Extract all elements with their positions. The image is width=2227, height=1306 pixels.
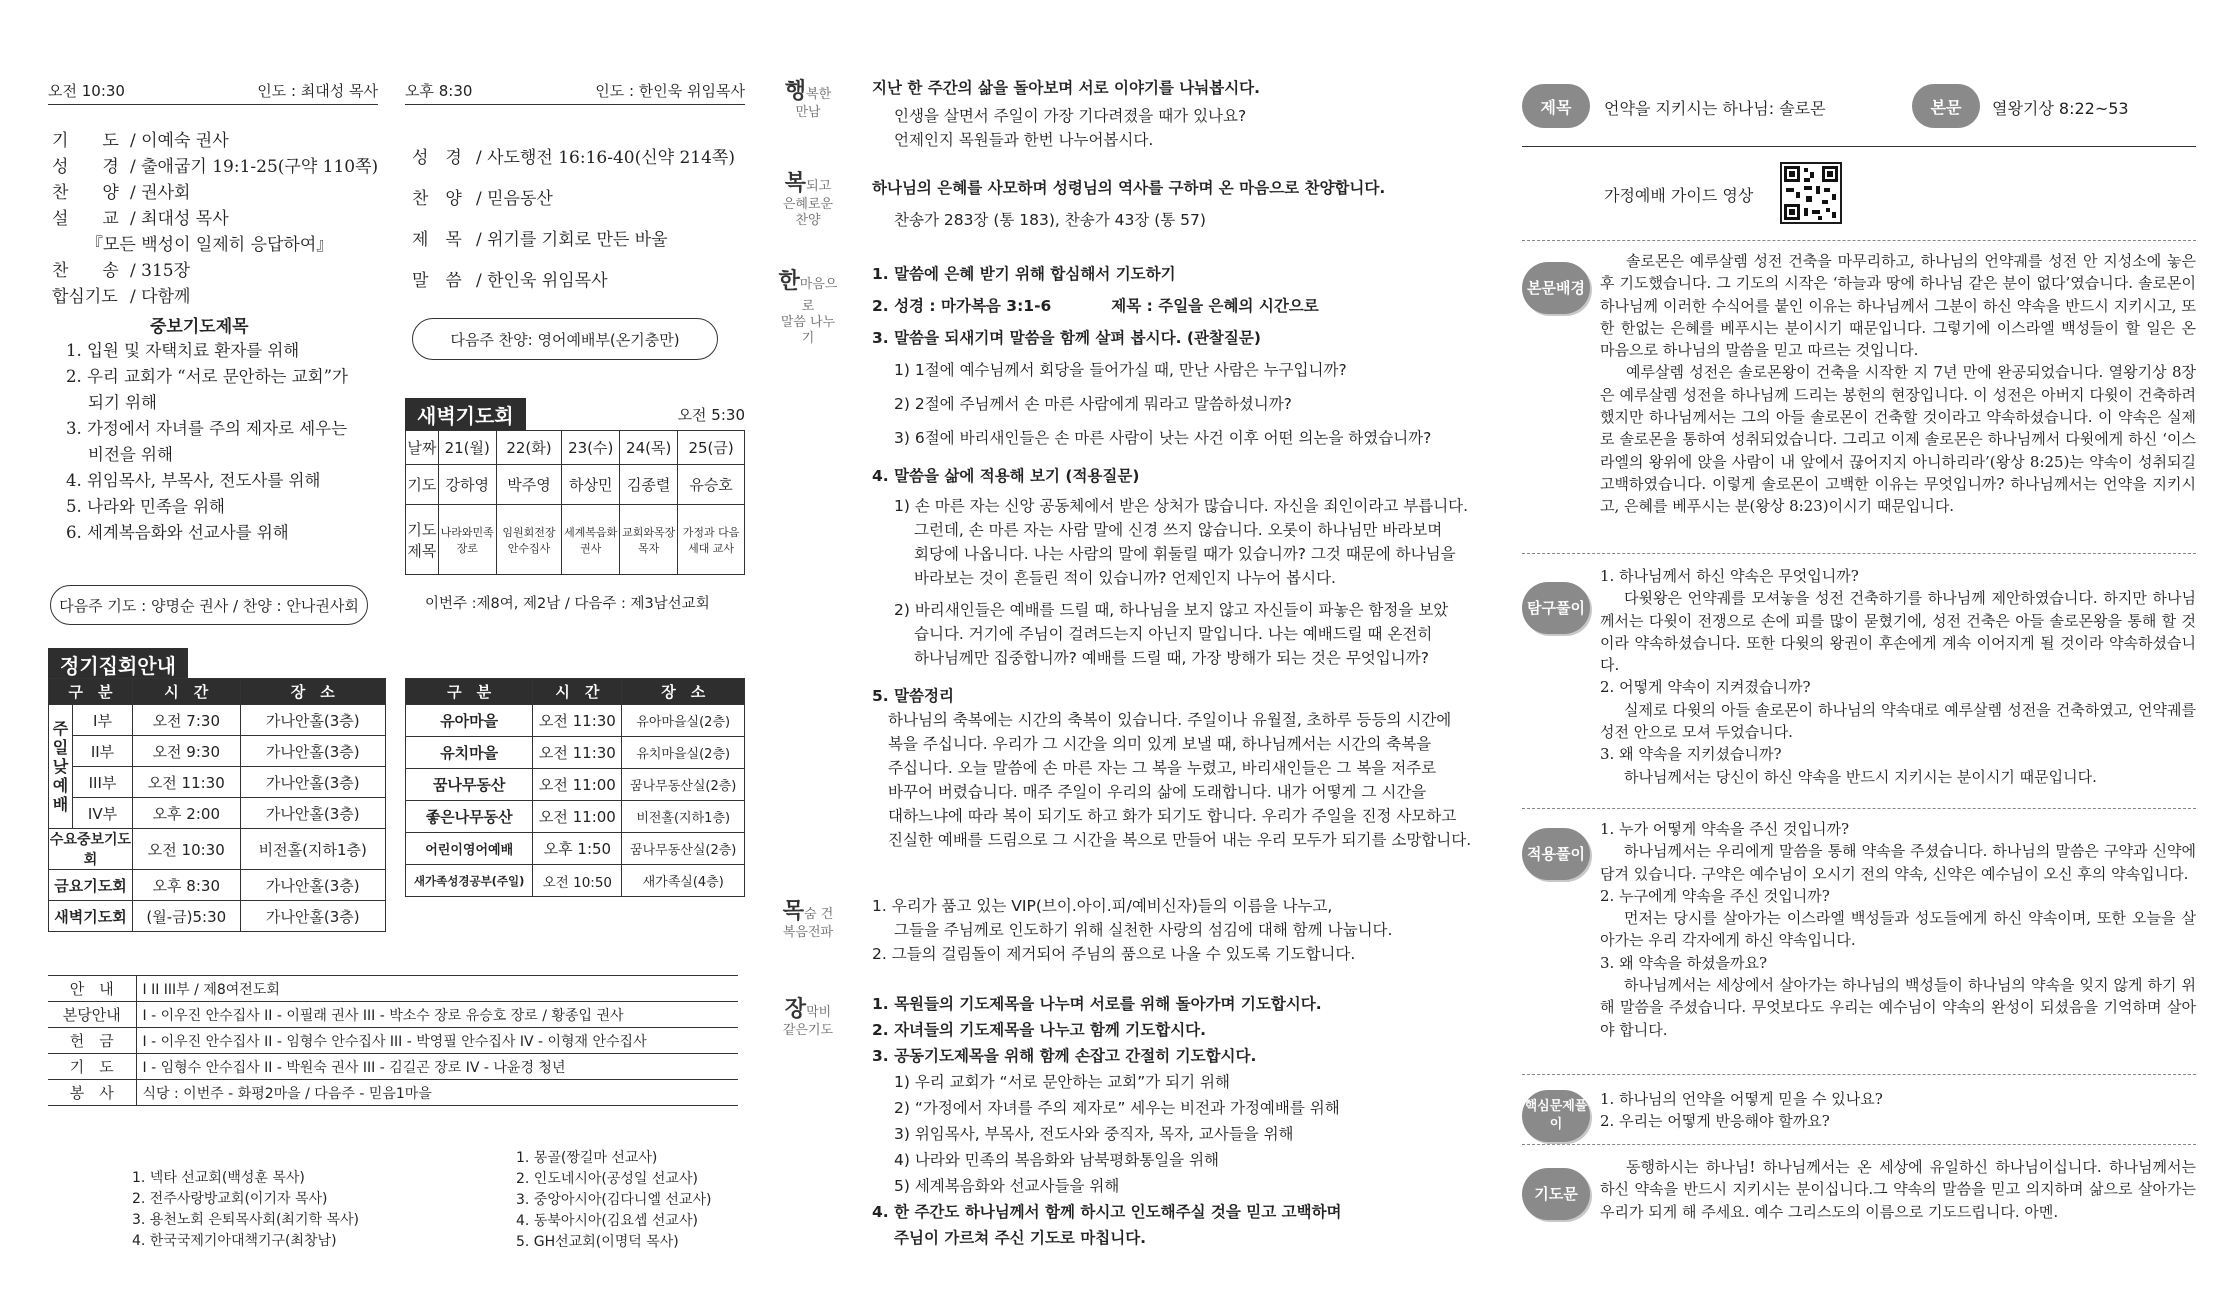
section-3: 1. 말씀에 은혜 받기 위해 합심해서 기도하기 2. 성경 : 마가복음 3:1-6 제목 : 주일을 은혜의 시간으로 3. 말씀을 되새기며 말씀을 함께 살펴 봅시다. (관찰질문) 1) 1절에 예수님께서 회당을 들어가실 때, 만난 사람은 누구입니까? 2) 2절에 주님께서 손 마른 사람에게 뭐라고 말씀하셨니까? 3) 6절에 바리새인들은 손 마른 사람이 낫는 사건 이후 어떤 의논을 하였습니까? 4. 말씀을 삶에 적용해 보기 (적용질문) 1) 손 마른 자는 신앙 공동체에서 받은 상처가 많습니다. 자신을 죄인이라고 부릅니다. 그런데, 손 마른 자는 사람 말에 신경 쓰지 않습니다. 오롯이 하나님만 바라보며 회당에 나옵니다. 나는 사람의 말에 휘둘릴 때가 있습니까? 그것 때문에 하나님을 바라보는 것이 흔들린 적이 있습니까? 언제인지 나누어 봅시다. 2) 바리새인들은 예배를 드릴 때, 하나님을 보지 않고 자신들이 파놓은 함정을 보았 습니다. 거기에 주님이 걸려드는지 아닌지 말입니다. 나는 예배드릴 때 온전히 하나님께만 집중합니까? 예배를 드릴 때, 가장 방해가 되는 것은 무엇입니까? 5. 말씀정리 하나님의 축복에는 시간의 축복이 있습니다. 주일이나 유월절, 초하루 등등의 시간에 복을 주십니다. 우리가 그 시간을 의미 있게 보낼 때, 하나님께서는 시간의 축복을 주십니다. 오늘 말씀에 손 마른 자는 그 복을 누렸고, 바리새인들은 그 복을 저주로 바꾸어 버렸습니다. 매주 주일이 우리의 삶에 도래합니다. 내가 어떻게 그 시간을 대하느냐에 따라 복이 되기도 하고 화가 되기도 합니다. 우리가 주일을 진정 사모하고 진실한 예배를 드림으로 그 시간을 복으로 만들어 내는 우리 모두가 되기를 소망합니다. — [872, 265, 1472, 849]
service-leader: 인도 : 최대성 목사 — [257, 82, 378, 100]
badge-prayer: 장막비 같은기도 — [782, 997, 834, 1038]
prayer-title: 중보기도제목 — [150, 317, 249, 337]
sermon-title: 언약을 지키시는 하나님: 솔로몬 — [1604, 99, 1826, 118]
dawn-table: 날짜 21(월) 22(화) 23(수) 24(목) 25(금) 기도 강하영 박주영 하상민 김종렬 유승호 기도 제목 나라와민족 장로 임원회전장 안수집사 세계복음화 권사 교회와목장 목자 가정과 다음세대 교사 — [405, 430, 745, 575]
morning-order: 기 도 / 이예숙 권사 성 경 / 출애굽기 19:1-25(구약 110쪽) 찬 양 / 권사회 설 교 / 최대성 목사 『모든 백성이 일제히 응답하여』 찬 송 / 315장 합심기도 / 다함께 — [52, 131, 379, 307]
section-2: 하나님의 은혜를 사모하며 성령님의 역사를 구하며 온 마음으로 찬양합니다. 찬송가 283장 (통 183), 찬송가 43장 (통 57) — [872, 179, 1386, 229]
dawn-title: 새벽기도회 — [405, 398, 526, 431]
dawn-header: 새벽기도회 오전 5:30 — [405, 398, 745, 426]
apply-text: 1. 누가 어떻게 약속을 주신 것입니까? 하나님께서는 우리에게 말씀을 통해 약속을 주셨습니다. 하나님의 말씀은 구약과 신약에 담겨 있습니다. 구약은 예수님이 오시기 전의 약속, 신약은 예수님이 오신 후의 약속입니다. 2. 누구에게 약속을 주신 것입니까? 먼저는 당시를 살아가는 이스라엘 백성들과 성도들에게 하신 약속이며, 또한 오늘을 살아가는 우리 각자에게 하신 약속입니다. 3. 왜 약속을 하셨을까요? 하나님께서는 세상에서 살아가는 하나님의 백성들이 하나님의 약속을 잊지 않게 하기 위해 말씀을 주셨습니다. 무엇보다도 우리는 예수님이 약속의 완성이 되셨음을 기억하며 살아야 합니다. — [1600, 820, 2196, 1039]
next-praise-pill: 다음주 찬양: 영어예배부(온기충만) — [412, 318, 718, 360]
apply-badge: 적용풀이 — [1522, 828, 1590, 880]
section-4: 1. 우리가 품고 있는 VIP(브이.아이.피/예비신자)들의 이름을 나누고, 그들을 주님께로 인도하기 위해 실천한 사랑의 섬김에 대해 함께 나눕니다. 2. 그들의 걸림돌이 제거되어 주님의 품으로 나올 수 있도록 기도합니다. — [872, 897, 1393, 963]
explore-badge: 탐구풀이 — [1522, 582, 1590, 634]
title-badge: 제목 — [1522, 84, 1590, 128]
meeting-table-left: 구 분 시 간 장 소 주일낮예배 I부 오전 7:30 가나안홀(3층) II부 오전 9:30 가나안홀(3층) III부 오전 11:30 가나안홀(3층) IV부 오후 2:00 가나안홀(3층) 수요중보기도회 오전 10:30 비전홀(지하1층) 금요기도회 오후 8:30 가나안홀(3층) 새벽기도회 (월-금)5:30 가나안홀(3층) — [48, 678, 386, 932]
service-header-morning — [48, 80, 378, 105]
meeting-table-right: 구 분 시 간 장 소 유아마을 오전 11:30 유아마을실(2층) 유치마을 오전 11:30 유치마을실(2층) 꿈나무동산 오전 11:00 꿈나무동산실(2층) 좋은나무동산 오전 11:00 비전홀(지하1층) 어린이영어예배 오후 1:50 꿈나무동산실(2층) 새가족성경공부(주일) 오전 10:50 새가족실(4층) — [405, 678, 745, 897]
next-week-pill: 다음주 기도 : 양명순 권사 / 찬양 : 안나권사회 — [50, 585, 368, 625]
meeting-title-wrap — [48, 648, 188, 681]
explore-text: 1. 하나님께서 하신 약속은 무엇입니까? 다윗왕은 언약궤를 모셔놓을 성전 건축하기를 하나님께 제안하였습니다. 하지만 하나님께서는 다윗이 전쟁으로 손에 피를 많이 묻혔기에, 성전 건축은 아들 솔로몬왕을 통해 할 것이라 약속하셨습니다. 또한 다윗의 왕권이 후손에게 계속 이어지게 될 것이라 약속하셨습니다. 2. 어떻게 약속이 지켜졌습니까? 실제로 다윗의 아들 솔로몬이 하나님의 약속대로 예루살렘 성전을 건축하였고, 언약궤를 성전 안으로 모셔 두었습니다. 3. 왜 약속을 지키셨습니까? 하나님께서는 당신이 하신 약속을 반드시 지키시는 분이시기 때문입니다. — [1600, 567, 2196, 786]
service-header-friday: 오후 8:30 인도 : 한인욱 위임목사 — [405, 80, 745, 105]
text-badge: 본문 — [1912, 84, 1980, 128]
badge-blessed-praise: 복되고 은혜로운 찬양 — [782, 171, 834, 228]
badge-word-sharing: 한마음으로 말씀 나누기 — [778, 269, 838, 346]
background-text: 솔로몬은 예루살렘 성전 건축을 마무리하고, 하나님의 언약궤를 성전 안 지성소에 놓은 후 기도했습니다. 그 기도의 시작은 ‘하늘과 땅에 하나님 같은 분이 없다’였습니다. 솔로몬이 하나님께 이러한 수식어를 붙인 이유는 하나님께서 그분이 하신 약속을 반드시 지키시고, 또한 한없는 은혜를 베푸시는 분이시기 때문입니다. 그렇기에 이스라엘 백성들이 할 일은 온 마음으로 하나님의 말씀을 믿고 따르는 것입니다. 예루살렘 성전은 솔로몬왕이 건축을 시작한 지 7년 만에 완공되었습니다. 열왕기상 8장은 예루살렘 성전을 하나님께 드리는 봉헌의 현장입니다. 이 성전은 아버지 다윗이 건축하려 했지만 하나님께서는 그의 아들 솔로몬이 건축할 것이라고 약속하셨습니다. 이 약속은 실제로 솔로몬을 통하여 성취되었습니다. 그리고 이제 솔로몬은 하나님께서 다윗에게 하신 ‘이스라엘의 왕위에 앉을 사람이 내 앞에서 끊어지지 아니하리라’(왕상 8:25)는 약속이 성취되길 고백하였습니다. 이렇게 솔로몬이 고백한 이유는 무엇입니까? 하나님께서는 언약을 지키시고, 은혜를 베푸시는 분(왕상 8:23)이시기 때문입니다. — [1600, 252, 2196, 516]
missions-left: 1. 넥타 선교회(백성훈 목사) 2. 전주사랑방교회(이기자 목사) 3. 용천노회 은퇴목사회(최기학 목사) 4. 한국국제기아대책기구(최창남) — [132, 1170, 359, 1249]
badge-happy-meeting: 행복한 만남 — [784, 79, 832, 120]
key-question-badge: 핵심문제풀이 — [1522, 1090, 1590, 1142]
qr-code-icon[interactable] — [1780, 162, 1842, 224]
duty-table: 안 내 I II III부 / 제8여전도회 본당안내 I - 이우진 안수집사 II - 이필래 권사 III - 박소수 장로 유승호 장로 / 황종입 권사 헌 금 I - 이우진 안수집사 II - 임형수 안수집사 III - 박영필 안수집사 IV - 이형재 안수집사 기 도 I - 임형수 안수집사 II - 박원숙 권사 III - 김길곤 장로 IV - 나윤경 청년 봉 사 식당 : 이번주 - 화평2마을 / 다음주 - 믿음1마을 — [48, 975, 738, 1106]
prayer-badge: 기도문 — [1522, 1168, 1590, 1220]
guide-label: 가정예배 가이드 영상 — [1604, 186, 1754, 205]
prayer-list: 1. 입원 및 자택치료 환자를 위해 2. 우리 교회가 “서로 문안하는 교회”가 되기 위해 3. 가정에서 자녀를 주의 제자로 세우는 비전을 위해 4. 위임목사, 부목사, 전도사를 위해 5. 나라와 민족을 위해 6. 세계복음화와 선교사를 위해 — [66, 341, 348, 542]
service-time: 오전 10:30 — [48, 82, 125, 100]
missions-right: 1. 몽골(짱길마 선교사) 2. 인도네시아(공성일 선교사) 3. 중앙아시아(김다니엘 선교사) 4. 동북아시아(김요셉 선교사) 5. GH선교회(이명덕 목사) — [516, 1150, 712, 1250]
dawn-note: 이번주 :제8여, 제2남 / 다음주 : 제3남선교회 — [425, 596, 710, 612]
small-group-guide — [776, 74, 1496, 1274]
background-badge: 본문배경 — [1522, 262, 1590, 314]
section-1: 지난 한 주간의 삶을 돌아보며 서로 이야기를 나눠봅시다. 인생을 살면서 주일이 가장 기다려졌을 때가 있나요? 언제인지 목원들과 한번 나누어봅시다. — [872, 79, 1261, 149]
meeting-title: 정기집회안내 — [48, 648, 188, 681]
friday-order: 성 경 / 사도행전 16:16-40(신약 214쪽) 찬 양 / 믿음동산 제 목 / 위기를 기회로 만든 바울 말 씀 / 한인욱 위임목사 — [412, 148, 735, 291]
key-questions: 1. 하나님의 언약을 어떻게 믿을 수 있나요? 2. 우리는 어떻게 반응해야 할까요? — [1600, 1090, 1883, 1131]
sermon-text: 열왕기상 8:22~53 — [1992, 99, 2129, 118]
title-rule — [1522, 146, 2196, 147]
badge-gospel: 목숨 건 복음전파 — [782, 899, 834, 940]
prayer-text: 동행하시는 하나님! 하나님께서는 온 세상에 유일하신 하나님이십니다. 하나님께서는 하신 약속을 반드시 지키시는 분이십니다.그 약속의 말씀을 믿고 의지하며 삶으로 살아가는 우리가 되게 해 주세요. 예수 그리스도의 이름으로 기도드립니다. 아멘. — [1600, 1158, 2196, 1221]
section-5: 1. 목원들의 기도제목을 나누며 서로를 위해 돌아가며 기도합시다. 2. 자녀들의 기도제목을 나누고 함께 기도합시다. 3. 공동기도제목을 위해 함께 손잡고 간절히 기도합시다. 1) 우리 교회가 “서로 문안하는 교회”가 되기 위해 2) “가정에서 자녀를 주의 제자로” 세우는 비전과 가정예배를 위해 3) 위임목사, 부목사, 전도사와 중직자, 목자, 교사들을 위해 4) 나라와 민족의 복음화와 남북평화통일을 위해 5) 세계복음화와 선교사들을 위해 4. 한 주간도 하나님께서 함께 하시고 인도해주실 것을 믿고 고백하며 주님이 가르쳐 주신 기도로 마칩니다. — [872, 995, 1342, 1247]
